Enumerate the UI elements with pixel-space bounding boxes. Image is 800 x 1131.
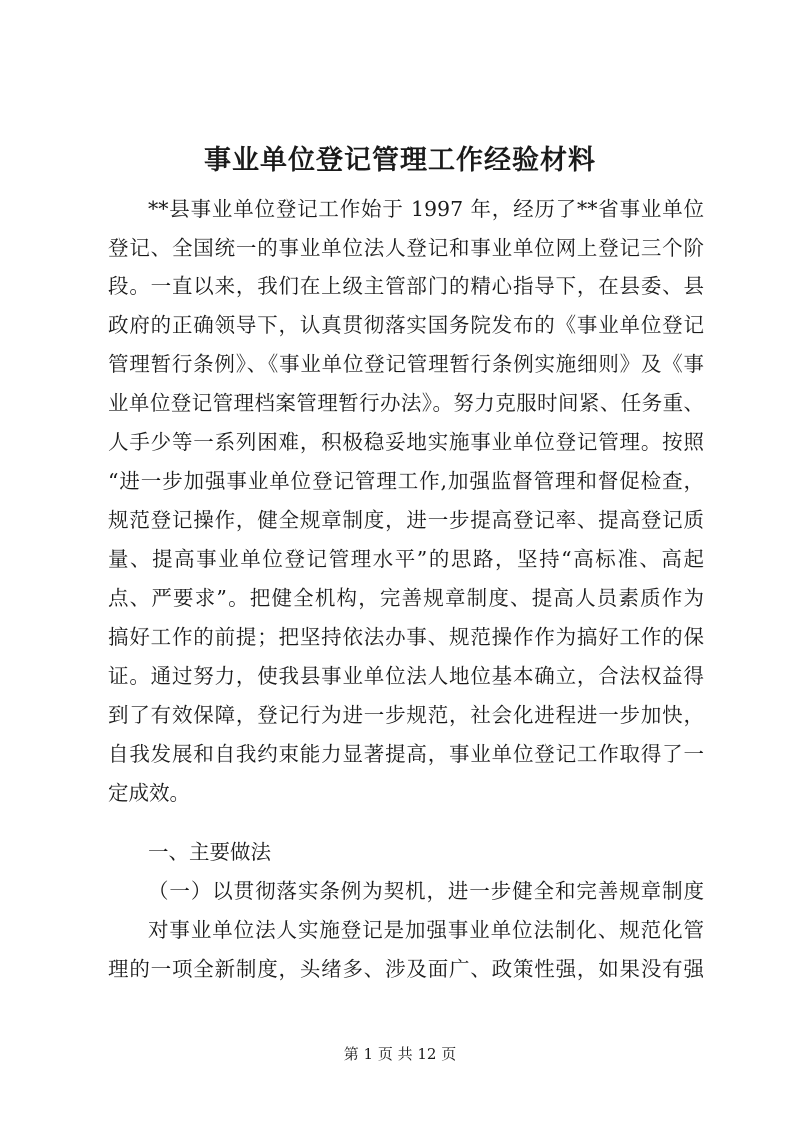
paragraph-1-line: 搞好工作的前提；把坚持依法办事、规范操作作为搞好工作的保 [108,625,704,649]
paragraph-1-line: 量、提高事业单位登记管理水平”的思路，坚持“高标准、高起 [108,547,704,571]
paragraph-1-line: 点、严要求”。把健全机构，完善规章制度、提高人员素质作为 [108,586,704,610]
subsection-heading: （一）以贯彻落实条例为契机，进一步健全和完善规章制度 [148,879,704,903]
document-title: 事业单位登记管理工作经验材料 [204,145,596,176]
paragraph-1-line: “进一步加强事业单位登记管理工作,加强监督管理和督促检查， [108,469,704,493]
paragraph-1-line: **县事业单位登记工作始于 1997 年，经历了**省事业单位 [148,197,704,221]
paragraph-1-line: 业单位登记管理档案管理暂行办法》。努力克服时间紧、任务重、 [108,391,704,415]
paragraph-1-line: 证。通过努力，使我县事业单位法人地位基本确立，合法权益得 [108,664,704,688]
paragraph-1-line: 登记、全国统一的事业单位法人登记和事业单位网上登记三个阶 [108,236,704,260]
section-heading: 一、主要做法 [148,840,271,864]
paragraph-1-line: 管理暂行条例》、《事业单位登记管理暂行条例实施细则》及《事 [108,352,704,376]
paragraph-1-line: 自我发展和自我约束能力显著提高，事业单位登记工作取得了一 [108,742,704,766]
paragraph-1-line: 定成效。 [108,781,190,805]
paragraph-1-line: 到了有效保障，登记行为进一步规范，社会化进程进一步加快， [108,703,704,727]
paragraph-1-line: 规范登记操作，健全规章制度，进一步提高登记率、提高登记质 [108,508,704,532]
paragraph-1-line: 人手少等一系列困难，积极稳妥地实施事业单位登记管理。按照 [108,430,704,454]
paragraph-1-line: 政府的正确领导下，认真贯彻落实国务院发布的《事业单位登记 [108,313,704,337]
page-indicator: 第 1 页 共 12 页 [343,1045,457,1063]
paragraph-2-line: 理的一项全新制度，头绪多、涉及面广、政策性强，如果没有强 [108,957,704,981]
paragraph-1-line: 段。一直以来，我们在上级主管部门的精心指导下，在县委、县 [108,274,704,298]
paragraph-2-line: 对事业单位法人实施登记是加强事业单位法制化、规范化管 [148,918,704,942]
